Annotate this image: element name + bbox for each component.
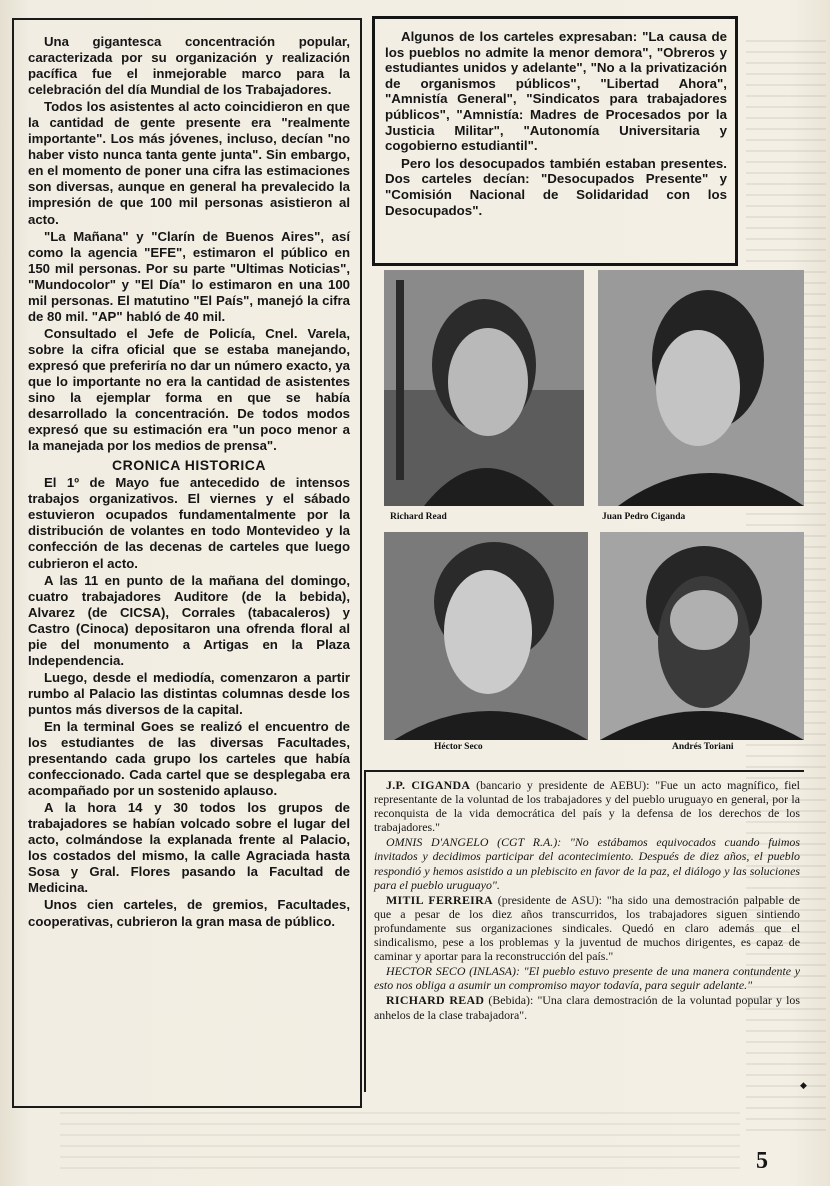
portrait-photo-hector-seco: [384, 532, 588, 740]
banners-box: [372, 16, 738, 266]
portrait-photo-juan-pedro-ciganda: [598, 270, 804, 506]
end-bullet: ◆: [800, 1080, 807, 1090]
article-paragraph: Unos cien carteles, de gremios, Facultades, cooperativas, cubrieron la gran masa de público.: [28, 897, 350, 929]
article-paragraph: El 1º de Mayo fue antecedido de intensos trabajos organizativos. El viernes y el sábado estuvieron ocupados fundamentalmente por la distribución de volantes en todo Montevideo y la confección de las decenas de carteles que luego cubrieron el acto.: [28, 475, 350, 571]
statement-text: "El pueblo estuvo presente de una manera contundente y esto nos obliga a asumir un compromiso mayor todavía, para seguir adelante.": [374, 964, 800, 993]
speaker-role: (INLASA):: [465, 964, 524, 979]
article-paragraph: Todos los asistentes al acto coincidieron en que la cantidad de gente presente era "realmente importante". Los más jóvenes, incluso, decían "no haber visto nunca tanta gente junta". Sin embargo, en el momento de poner una cifra las estimaciones son diversas, aunque en general ha prevalecido la impresión de que 100 mil personas asistieron al acto.: [28, 99, 350, 227]
main-article-column: [12, 18, 362, 1108]
banners-paragraph: Algunos de los carteles expresaban: "La causa de los pueblos no admite la menor demora", "Obreros y estudiantes unidos y adelante", "No a la privatización de organismos públicos", "Libertad Ahora", "Amnistía General", "Sindicatos para trabajadores públicos", "Amnistía: Madres de Procesados por la Justicia Militar", "Autonomía Universitaria y cogobierno estudiantil".: [385, 29, 727, 154]
statement-item: [374, 835, 800, 891]
article-paragraph: Una gigantesca concentración popular, caracterizada por su organización y realización pacífica fue el inmejorable marco para la celebración del día Mundial de los Trabajadores.: [28, 34, 350, 98]
portrait-photo-richard-read: [384, 270, 584, 506]
page-number: 5: [756, 1148, 768, 1174]
article-paragraph: A las 11 en punto de la mañana del domingo, cuatro trabajadores Auditore (de la bebida), Alvarez (de CICSA), Corrales (tabacaleros) y Castro (Cinoca) depositaron una ofrenda floral al pie del monumento a Artigas en la Plaza Independencia.: [28, 572, 350, 668]
speaker-name: OMNIS D'ANGELO: [386, 835, 489, 850]
statement-item: [374, 893, 800, 963]
speaker-role: (CGT R.A.):: [488, 835, 570, 850]
speaker-name: RICHARD READ: [386, 993, 485, 1008]
article-paragraph: Consultado el Jefe de Policía, Cnel. Varela, sobre la cifra oficial que se estaba manejando, expresó que preferiría no dar un número exacto, ya que lo importante no era la cantidad de asistentes sino la ejemplar forma en que se había desarrollado la concentración. De todos modos expresó que su estimación era "un poco menor a la manejada por los medios de prensa".: [28, 325, 350, 454]
statement-text: "Fue un acto magnífico, fiel representante de la voluntad de los trabajadores y del pueblo uruguayo en general, por la reconquista de la vida democrática del país y la defensa de los derechos de los trabajadores.": [374, 778, 800, 835]
portrait-caption: Andrés Toriani: [672, 742, 734, 752]
section-heading: CRONICA HISTORICA: [112, 457, 266, 474]
article-paragraph: A la hora 14 y 30 todos los grupos de trabajadores se habían volcado sobre el lugar del acto, colmándose la explanada frente al Palacio, los costados del mismo, la calle Agraciada hasta Sosa y Gral. Flores pasando la Facultad de Medicina.: [28, 800, 350, 896]
banners-paragraph: Pero los desocupados también estaban presentes. Dos carteles decían: "Desocupados Presente" y "Comisión Nacional de Solidaridad con los Desocupados".: [385, 155, 727, 218]
article-paragraph: En la terminal Goes se realizó el encuentro de los estudiantes de las diversas Facultades, presentando cada grupo los carteles que había confeccionado. Cada cartel que se desplegaba era acompañado por un sostenido aplauso.: [28, 718, 350, 799]
speaker-name: MITIL FERREIRA: [386, 892, 493, 907]
statement-text: "No estábamos equivocados cuando fuimos invitados y decidimos participar del acontecimiento. Después de diez años, el pueblo respondió y hemos asistido a un plebiscito en favor de la paz, el diálogo y las soluciones para el pueblo uruguayo".: [374, 835, 800, 892]
speaker-name: HECTOR SECO: [386, 964, 466, 979]
speaker-role: (presidente de ASU):: [492, 892, 607, 907]
speaker-role: (bancario y presidente de AEBU):: [470, 778, 656, 792]
article-paragraph: Luego, desde el mediodía, comenzaron a partir rumbo al Palacio las distintas columnas desde los puntos más diversos de la capital.: [28, 669, 350, 717]
portrait-caption: Richard Read: [390, 512, 447, 522]
portrait-grid: [384, 270, 804, 752]
statement-item: [374, 778, 800, 834]
portrait-caption: Juan Pedro Ciganda: [602, 512, 686, 522]
statement-item: [374, 993, 800, 1021]
statement-text: "ha sido una demostración palpable de que a pesar de los diez años transcurridos, los trabajadores siguen sintiendo profundamente sus organizaciones sindicales. Quedó en claro además que el sindicalismo, pese a los problemas y la juventud de muchos dirigentes, es capaz de caminar y aportar para la reconstrucción del país.": [374, 892, 800, 964]
portrait-photo-andres-toriani: [600, 532, 804, 740]
speaker-name: J.P. CIGANDA: [386, 778, 471, 792]
speaker-role: (Bebida):: [484, 993, 538, 1008]
statements-box: [364, 770, 804, 1092]
statement-text: "Una clara demostración de la voluntad popular y los anhelos de la clase trabajadora".: [374, 993, 800, 1022]
ghost-print-bottom: [60, 1112, 740, 1172]
statement-item: [374, 964, 800, 992]
portrait-caption: Héctor Seco: [434, 742, 483, 752]
article-paragraph: "La Mañana" y "Clarín de Buenos Aires", así como la agencia "EFE", estimaron el público en 150 mil personas. Por su parte "Ultimas Noticias", "Mundocolor" y "El Día" lo estimaron en una 100 mil personas. El matutino "El País", manejó la cifra de 80 mil. "AP" habló de 40 mil.: [28, 228, 350, 324]
